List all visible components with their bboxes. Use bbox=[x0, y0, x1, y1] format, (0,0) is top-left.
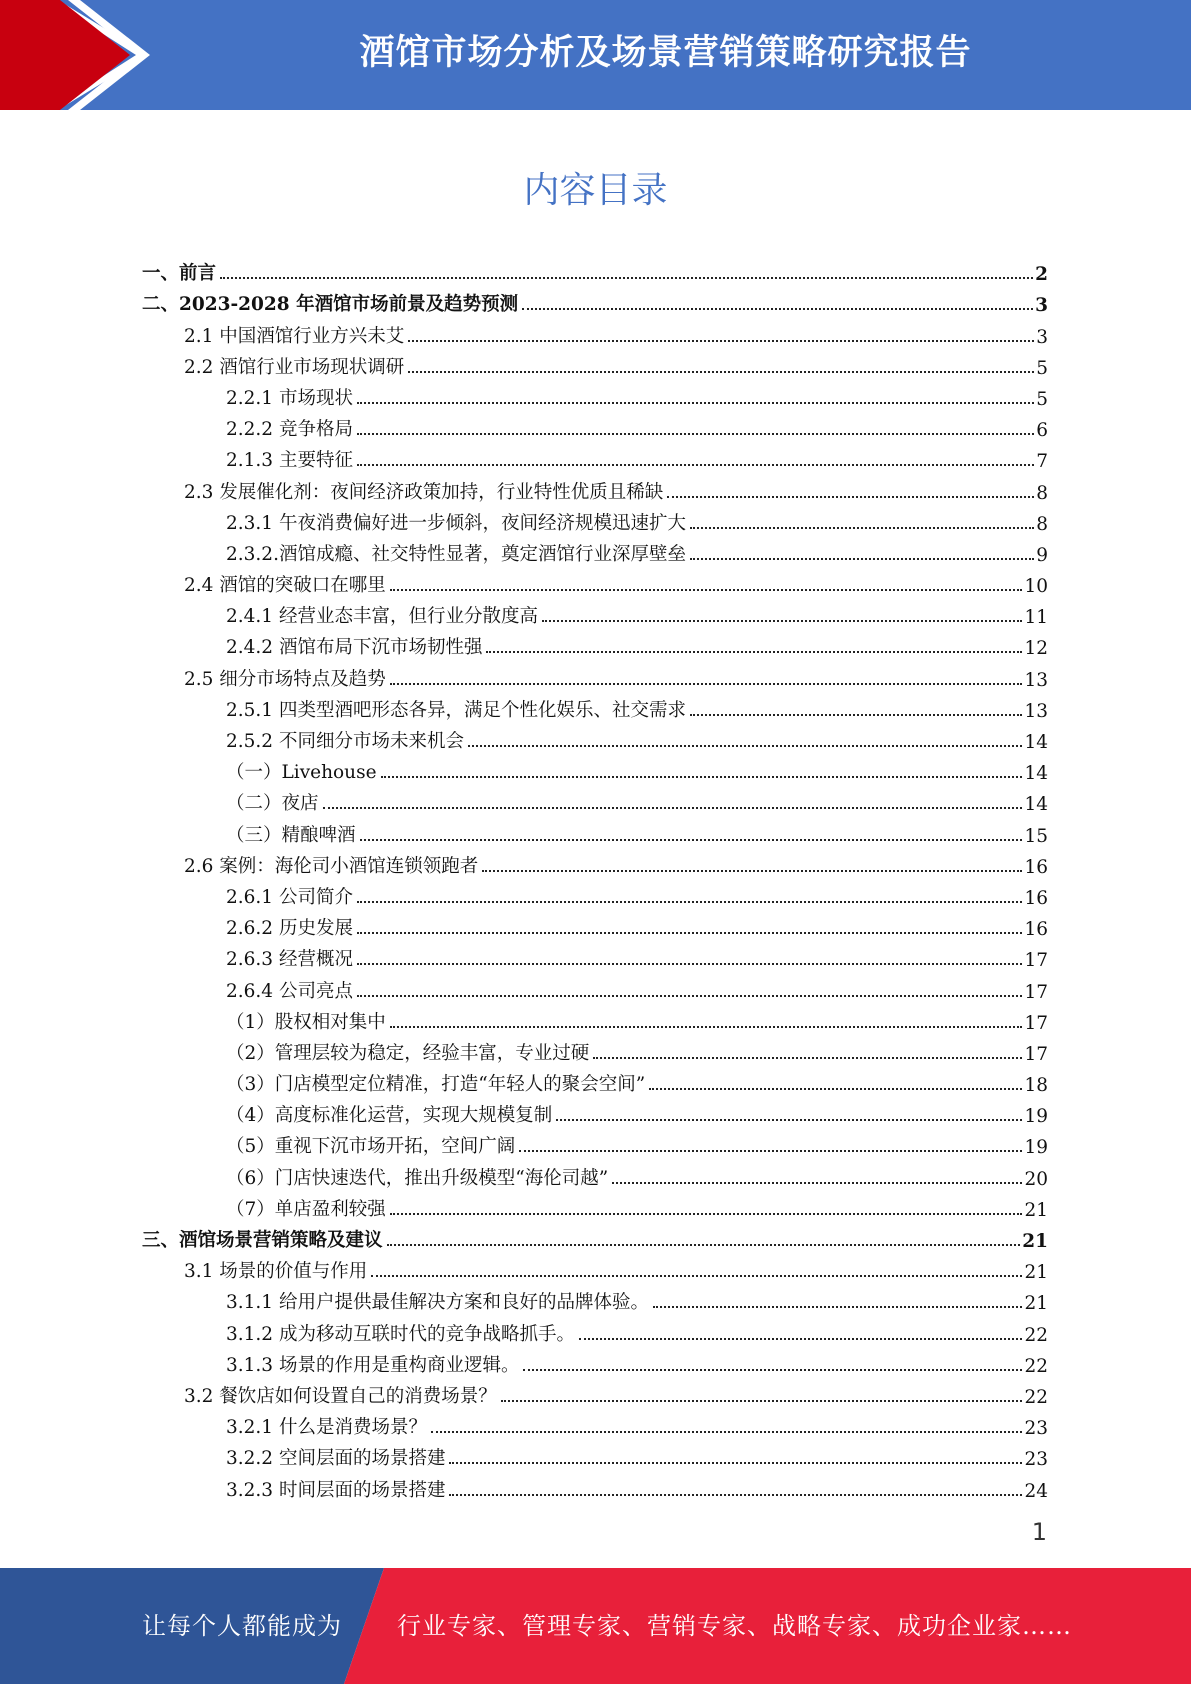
toc-entry-label: 2.6.2 历史发展 bbox=[226, 918, 353, 940]
toc-entry-label: 2.6.4 公司亮点 bbox=[226, 980, 353, 1002]
toc-leader-dots bbox=[449, 1494, 1022, 1496]
toc-entry[interactable] bbox=[142, 971, 1048, 1002]
toc-leader-dots bbox=[408, 340, 1034, 342]
toc-entry-page: 5 bbox=[1036, 388, 1048, 410]
toc-entry[interactable] bbox=[142, 1221, 1048, 1252]
toc-entry-page: 5 bbox=[1036, 357, 1048, 379]
toc-entry-page: 21 bbox=[1024, 1293, 1048, 1315]
page-number: 1 bbox=[1031, 1518, 1047, 1546]
toc-entry-label: 2.5.2 不同细分市场未来机会 bbox=[226, 731, 464, 752]
toc-leader-dots bbox=[468, 745, 1022, 747]
toc-entry-page: 19 bbox=[1024, 1106, 1048, 1128]
toc-entry[interactable] bbox=[142, 784, 1048, 815]
toc-entry-label: 2.3 发展催化剂：夜间经济政策加持，行业特性优质且稀缺 bbox=[184, 481, 664, 503]
toc-entry-label: 2.3.1 午夜消费偏好进一步倾斜，夜间经济规模迅速扩大 bbox=[226, 512, 686, 534]
toc-leader-dots bbox=[220, 277, 1033, 279]
toc-leader-dots bbox=[449, 1462, 1022, 1464]
toc-entry-label: 3.1 场景的价值与作用 bbox=[184, 1261, 368, 1283]
toc-leader-dots bbox=[486, 651, 1022, 653]
toc-entry-label: 2.5 细分市场特点及趋势 bbox=[184, 668, 386, 690]
toc-leader-dots bbox=[542, 620, 1022, 622]
toc-entry-label: （7）单店盈利较强 bbox=[226, 1198, 386, 1220]
toc-leader-dots bbox=[357, 464, 1034, 466]
toc-entry-page: 16 bbox=[1024, 919, 1048, 941]
toc-entry-label: 2.1 中国酒馆行业方兴未艾 bbox=[184, 325, 405, 347]
toc-leader-dots bbox=[357, 995, 1023, 997]
toc-leader-dots bbox=[431, 1431, 1022, 1433]
toc-leader-dots bbox=[357, 932, 1023, 934]
toc-leader-dots bbox=[612, 1182, 1022, 1184]
toc-leader-dots bbox=[323, 807, 1023, 809]
toc-leader-dots bbox=[390, 683, 1023, 685]
toc-entry[interactable] bbox=[142, 1470, 1048, 1501]
toc-leader-dots bbox=[390, 589, 1023, 591]
toc-leader-dots bbox=[593, 1057, 1022, 1059]
toc-entry[interactable] bbox=[142, 1283, 1048, 1314]
toc-entry-label: 2.6.3 经营概况 bbox=[226, 949, 353, 971]
toc-entry-page: 9 bbox=[1036, 544, 1048, 566]
toc-entry-label: 3.1.3 场景的作用是重构商业逻辑。 bbox=[226, 1354, 520, 1376]
page-footer bbox=[0, 1568, 1191, 1684]
toc-entry[interactable] bbox=[142, 1034, 1048, 1065]
toc-entry[interactable] bbox=[142, 1346, 1048, 1377]
toc-entry-label: 3.2 餐饮店如何设置自己的消费场景？ bbox=[184, 1385, 497, 1407]
toc-entry[interactable] bbox=[142, 535, 1048, 566]
toc-leader-dots bbox=[360, 839, 1023, 841]
toc-entry[interactable] bbox=[142, 1252, 1048, 1283]
toc-entry-page: 8 bbox=[1036, 482, 1048, 504]
toc-entry-page: 15 bbox=[1024, 825, 1048, 847]
toc-entry[interactable] bbox=[142, 504, 1048, 535]
toc-entry-label: （三）精酿啤酒 bbox=[226, 824, 356, 846]
toc-entry-label: 2.4 酒馆的突破口在哪里 bbox=[184, 575, 386, 597]
toc-entry-page: 17 bbox=[1024, 1012, 1048, 1034]
toc-entry-page: 3 bbox=[1036, 326, 1048, 348]
toc-entry[interactable] bbox=[142, 909, 1048, 940]
toc-leader-dots bbox=[523, 1369, 1022, 1371]
toc-entry-page: 19 bbox=[1024, 1137, 1048, 1159]
toc-entry-page: 17 bbox=[1024, 1043, 1048, 1065]
toc-leader-dots bbox=[390, 1026, 1023, 1028]
toc-entry[interactable] bbox=[142, 1439, 1048, 1470]
toc-entry-page: 14 bbox=[1024, 763, 1048, 785]
toc-entry-page: 13 bbox=[1024, 669, 1048, 691]
toc-entry-label: （3）门店模型定位精准，打造“年轻人的聚会空间” bbox=[226, 1074, 646, 1096]
toc-entry-label: 2.2.1 市场现状 bbox=[226, 387, 353, 409]
toc-leader-dots bbox=[690, 527, 1034, 529]
toc-entry-page: 23 bbox=[1024, 1449, 1048, 1471]
toc-leader-dots bbox=[390, 1213, 1023, 1215]
toc-entry-label: 3.1.1 给用户提供最佳解决方案和良好的品牌体验。 bbox=[226, 1292, 649, 1314]
toc-leader-dots bbox=[579, 1338, 1022, 1340]
toc-entry-label: （一）Livehouse bbox=[226, 762, 377, 784]
toc-entry[interactable] bbox=[142, 597, 1048, 628]
toc-entry-page: 11 bbox=[1024, 607, 1048, 629]
toc-entry-page: 16 bbox=[1024, 856, 1048, 878]
toc-leader-dots bbox=[653, 1306, 1022, 1308]
toc-entry[interactable] bbox=[142, 1096, 1048, 1127]
toc-entry-page: 21 bbox=[1024, 1199, 1048, 1221]
toc-entry[interactable] bbox=[142, 441, 1048, 472]
toc-entry-label: 2.1.3 主要特征 bbox=[226, 450, 353, 472]
toc-entry[interactable] bbox=[142, 379, 1048, 410]
toc-entry-page: 12 bbox=[1024, 638, 1048, 660]
table-of-contents bbox=[142, 254, 1048, 1502]
toc-entry[interactable] bbox=[142, 659, 1048, 690]
toc-entry-label: （6）门店快速迭代，推出升级模型“海伦司越” bbox=[226, 1167, 609, 1189]
toc-entry[interactable] bbox=[142, 940, 1048, 971]
toc-entry-label: 二、2023-2028 年酒馆市场前景及趋势预测 bbox=[142, 294, 519, 316]
page-header bbox=[0, 0, 1191, 110]
toc-entry[interactable] bbox=[142, 316, 1048, 347]
toc-entry-label: 2.3.2.酒馆成瘾、社交特性显著，奠定酒馆行业深厚壁垒 bbox=[226, 543, 686, 565]
toc-entry-page: 16 bbox=[1024, 887, 1048, 909]
toc-entry[interactable] bbox=[142, 254, 1048, 285]
toc-entry-label: 2.4.1 经营业态丰富，但行业分散度高 bbox=[226, 606, 538, 628]
toc-entry-page: 3 bbox=[1035, 295, 1048, 317]
toc-entry[interactable] bbox=[142, 1065, 1048, 1096]
toc-leader-dots bbox=[522, 308, 1033, 310]
toc-entry-page: 14 bbox=[1024, 732, 1048, 753]
footer-slogan-left: 让每个人都能成为 bbox=[142, 1612, 342, 1640]
toc-entry[interactable] bbox=[142, 348, 1048, 379]
toc-entry[interactable] bbox=[142, 878, 1048, 909]
toc-entry[interactable] bbox=[142, 847, 1048, 878]
toc-entry[interactable] bbox=[142, 1314, 1048, 1345]
toc-leader-dots bbox=[381, 776, 1023, 778]
toc-entry-page: 22 bbox=[1024, 1386, 1048, 1408]
toc-entry-label: （二）夜店 bbox=[226, 793, 319, 815]
toc-entry-page: 6 bbox=[1036, 420, 1048, 442]
toc-entry-label: 2.2.2 竞争格局 bbox=[226, 419, 353, 441]
toc-entry[interactable] bbox=[142, 722, 1048, 753]
toc-entry-page: 10 bbox=[1024, 576, 1048, 598]
footer-slogan-right: 行业专家、管理专家、营销专家、战略专家、成功企业家…… bbox=[397, 1612, 1072, 1640]
toc-entry-label: 2.2 酒馆行业市场现状调研 bbox=[184, 356, 405, 378]
toc-entry[interactable] bbox=[142, 410, 1048, 441]
toc-leader-dots bbox=[519, 1150, 1022, 1152]
toc-entry-label: 2.4.2 酒馆布局下沉市场韧性强 bbox=[226, 637, 483, 659]
toc-entry-page: 17 bbox=[1024, 950, 1048, 972]
toc-entry-page: 17 bbox=[1024, 981, 1048, 1003]
toc-leader-dots bbox=[357, 433, 1034, 435]
toc-entry[interactable] bbox=[142, 1408, 1048, 1439]
toc-entry-label: 3.2.1 什么是消费场景？ bbox=[226, 1417, 427, 1439]
toc-entry-label: 3.2.3 时间层面的场景搭建 bbox=[226, 1479, 446, 1501]
toc-entry-label: （1）股权相对集中 bbox=[226, 1011, 386, 1033]
toc-entry[interactable] bbox=[142, 628, 1048, 659]
toc-entry[interactable] bbox=[142, 815, 1048, 846]
toc-entry-page: 18 bbox=[1024, 1075, 1048, 1097]
toc-leader-dots bbox=[501, 1400, 1023, 1402]
toc-entry-label: 三、酒馆场景营销策略及建议 bbox=[142, 1230, 383, 1251]
toc-entry[interactable] bbox=[142, 285, 1048, 316]
toc-leader-dots bbox=[667, 496, 1034, 498]
toc-entry-page: 24 bbox=[1024, 1480, 1048, 1502]
toc-entry-page: 8 bbox=[1036, 513, 1048, 535]
toc-leader-dots bbox=[649, 1088, 1022, 1090]
toc-entry-label: （5）重视下沉市场开拓，空间广阔 bbox=[226, 1136, 516, 1158]
toc-entry-page: 7 bbox=[1036, 451, 1048, 473]
toc-entry[interactable] bbox=[142, 753, 1048, 784]
toc-entry-page: 22 bbox=[1024, 1355, 1048, 1377]
toc-leader-dots bbox=[482, 870, 1022, 872]
toc-leader-dots bbox=[371, 1275, 1022, 1277]
toc-entry[interactable] bbox=[142, 1190, 1048, 1221]
toc-entry-label: 2.6.1 公司简介 bbox=[226, 886, 353, 908]
toc-title: 内容目录 bbox=[523, 170, 668, 211]
toc-entry-page: 13 bbox=[1024, 700, 1048, 722]
toc-entry-label: 2.6 案例：海伦司小酒馆连锁领跑者 bbox=[184, 855, 479, 877]
toc-leader-dots bbox=[556, 1119, 1022, 1121]
toc-leader-dots bbox=[357, 963, 1023, 965]
toc-entry-page: 21 bbox=[1024, 1262, 1048, 1284]
toc-leader-dots bbox=[387, 1244, 1021, 1246]
toc-entry-label: （2）管理层较为稳定，经验丰富，专业过硬 bbox=[226, 1042, 590, 1064]
toc-entry[interactable] bbox=[142, 1377, 1048, 1408]
toc-entry-label: （4）高度标准化运营，实现大规模复制 bbox=[226, 1105, 553, 1127]
toc-entry-page: 23 bbox=[1024, 1418, 1048, 1440]
toc-entry-page: 2 bbox=[1035, 264, 1048, 286]
toc-leader-dots bbox=[690, 714, 1022, 716]
toc-entry-page: 21 bbox=[1022, 1231, 1048, 1252]
toc-entry-page: 22 bbox=[1024, 1324, 1048, 1346]
toc-entry-label: 3.1.2 成为移动互联时代的竞争战略抓手。 bbox=[226, 1323, 575, 1345]
toc-entry-page: 14 bbox=[1024, 794, 1048, 816]
toc-entry-label: 2.5.1 四类型酒吧形态各异，满足个性化娱乐、社交需求 bbox=[226, 699, 686, 721]
report-title: 酒馆市场分析及场景营销策略研究报告 bbox=[359, 33, 972, 73]
toc-entry[interactable] bbox=[142, 566, 1048, 597]
toc-entry-label: 3.2.2 空间层面的场景搭建 bbox=[226, 1448, 446, 1470]
toc-leader-dots bbox=[690, 558, 1034, 560]
toc-entry[interactable] bbox=[142, 1127, 1048, 1158]
toc-entry[interactable] bbox=[142, 472, 1048, 503]
toc-entry-page: 20 bbox=[1024, 1168, 1048, 1190]
toc-entry[interactable] bbox=[142, 1158, 1048, 1189]
toc-leader-dots bbox=[357, 402, 1034, 404]
toc-leader-dots bbox=[357, 901, 1023, 903]
toc-entry[interactable] bbox=[142, 1003, 1048, 1034]
toc-leader-dots bbox=[408, 371, 1034, 373]
toc-entry-label: 一、前言 bbox=[142, 263, 217, 285]
toc-entry[interactable] bbox=[142, 691, 1048, 722]
